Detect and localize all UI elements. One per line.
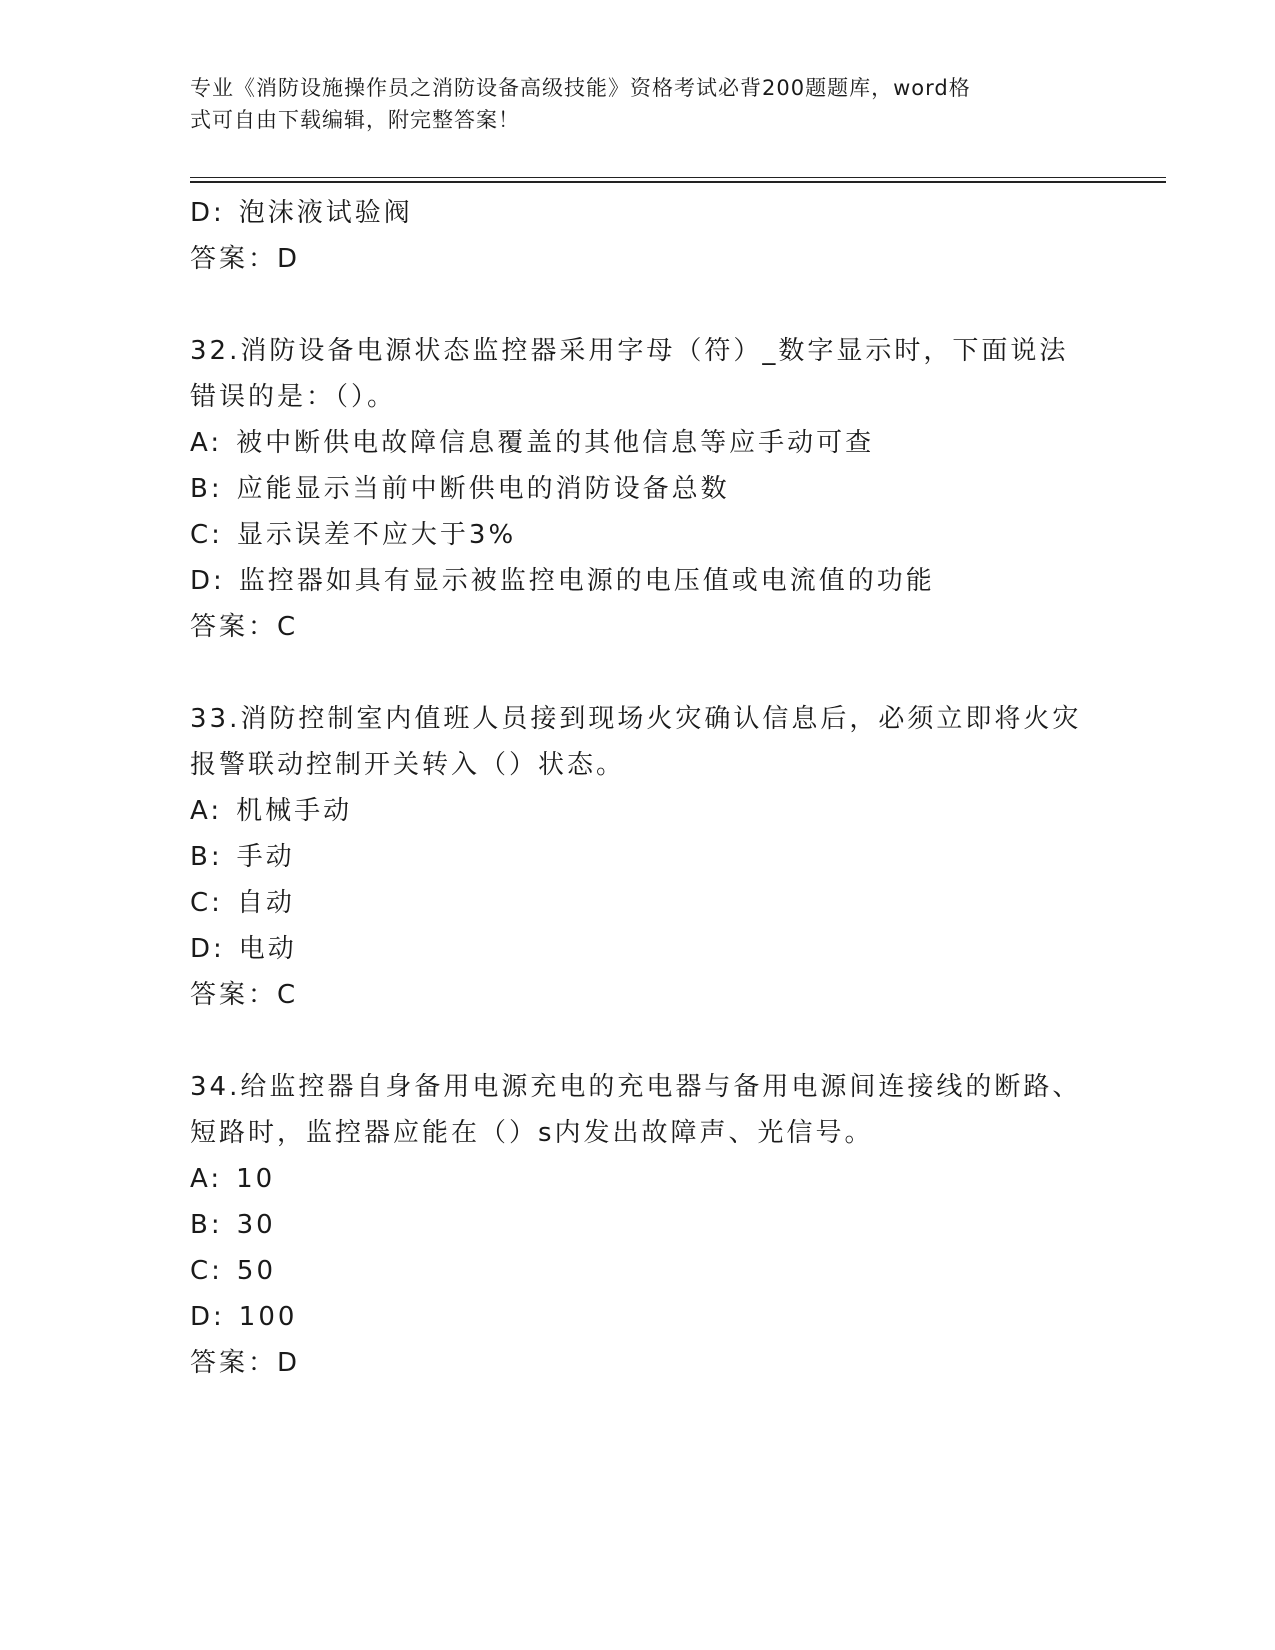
option-text: 10 bbox=[236, 1164, 276, 1194]
option-text: 手动 bbox=[236, 842, 295, 872]
option-text: 机械手动 bbox=[236, 796, 353, 826]
header-line-2: 式可自由下载编辑，附完整答案！ bbox=[190, 108, 520, 132]
option-label: D: bbox=[190, 198, 225, 228]
answer: 答案：D bbox=[190, 1348, 301, 1378]
option-text: 监控器如具有显示被监控电源的电压值或电流值的功能 bbox=[238, 566, 935, 596]
option-a bbox=[190, 420, 1090, 466]
option-b bbox=[190, 1202, 1090, 1248]
option-label: D: bbox=[190, 566, 225, 596]
answer-previous: 答案：D bbox=[190, 244, 301, 274]
option-d-previous bbox=[190, 190, 1090, 236]
answer: 答案：C bbox=[190, 980, 299, 1010]
answer: 答案：C bbox=[190, 612, 299, 642]
option-label: C: bbox=[190, 520, 223, 550]
option-a bbox=[190, 1156, 1090, 1202]
option-label: A: bbox=[190, 796, 223, 826]
option-a bbox=[190, 788, 1090, 834]
option-b bbox=[190, 834, 1090, 880]
header-divider-thick bbox=[190, 181, 1166, 183]
option-text: 30 bbox=[236, 1210, 276, 1240]
document-header bbox=[190, 72, 1090, 136]
question-33 bbox=[190, 696, 1090, 1018]
option-text: 100 bbox=[238, 1302, 298, 1332]
option-label: A: bbox=[190, 428, 223, 458]
question-text-line: 报警联动控制开关转入（）状态。 bbox=[190, 750, 626, 780]
option-c bbox=[190, 1248, 1090, 1294]
option-label: B: bbox=[190, 1210, 223, 1240]
question-text-line: 34.给监控器自身备用电源充电的充电器与备用电源间连接线的断路、 bbox=[190, 1072, 1082, 1102]
question-32 bbox=[190, 328, 1090, 650]
option-label: C: bbox=[190, 888, 223, 918]
option-b bbox=[190, 466, 1090, 512]
option-c bbox=[190, 880, 1090, 926]
option-c bbox=[190, 512, 1090, 558]
question-text-line: 短路时，监控器应能在（）s内发出故障声、光信号。 bbox=[190, 1118, 874, 1148]
option-d bbox=[190, 926, 1090, 972]
question-list bbox=[190, 190, 1090, 1386]
question-34 bbox=[190, 1064, 1090, 1386]
option-d bbox=[190, 558, 1090, 604]
option-label: B: bbox=[190, 474, 223, 504]
option-label: D: bbox=[190, 1302, 225, 1332]
header-divider-thin bbox=[190, 177, 1166, 178]
option-label: A: bbox=[190, 1164, 223, 1194]
option-d bbox=[190, 1294, 1090, 1340]
header-line-1: 专业《消防设施操作员之消防设备高级技能》资格考试必背200题题库，word格 bbox=[190, 76, 971, 100]
option-text: 50 bbox=[236, 1256, 277, 1286]
option-text: 显示误差不应大于3% bbox=[236, 520, 517, 550]
option-text: 被中断供电故障信息覆盖的其他信息等应手动可查 bbox=[236, 428, 875, 458]
option-text: 自动 bbox=[236, 888, 295, 918]
option-text: 电动 bbox=[238, 934, 297, 964]
option-label: D: bbox=[190, 934, 225, 964]
option-label: B: bbox=[190, 842, 223, 872]
question-text-line: 32.消防设备电源状态监控器采用字母（符）_数字显示时，下面说法 bbox=[190, 336, 1069, 366]
option-text: 应能显示当前中断供电的消防设备总数 bbox=[236, 474, 730, 504]
option-label: C: bbox=[190, 1256, 223, 1286]
question-text-line: 33.消防控制室内值班人员接到现场火灾确认信息后，必须立即将火灾 bbox=[190, 704, 1082, 734]
option-text: 泡沫液试验阀 bbox=[238, 198, 413, 228]
question-text-line: 错误的是：（）。 bbox=[190, 382, 397, 412]
